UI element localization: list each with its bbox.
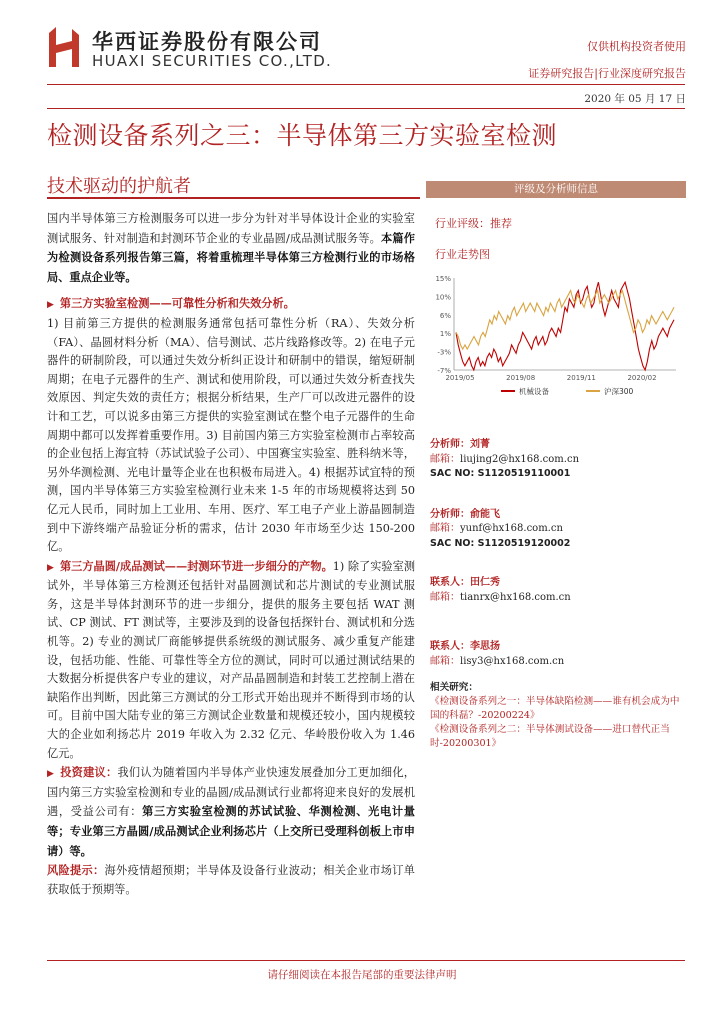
section-risk [47, 861, 415, 899]
section-heading: 投资建议： [60, 765, 118, 780]
related-title: 相关研究： [430, 682, 478, 693]
report-subtitle: 技术驱动的护航者 [47, 176, 191, 197]
footer-divider [47, 960, 685, 961]
huaxi-logo-icon [47, 27, 81, 69]
section-heading: 第三方实验室检测——可靠性分析和失效分析。 [59, 296, 295, 311]
section-investment [47, 763, 415, 861]
contact-name: 联系人：田仁秀 [430, 577, 500, 588]
header-divider [47, 84, 685, 85]
bullet-triangle-icon: ▶ [47, 769, 55, 780]
report-date: 2020 年 05 月 17 日 [584, 93, 686, 105]
date-divider [47, 108, 685, 109]
y-tick-label: 15% [435, 275, 451, 283]
analyst-name: 分析师：刘菁 [430, 439, 490, 450]
bullet-triangle-icon: ▶ [47, 300, 54, 311]
x-tick-label: 2019/08 [506, 374, 536, 382]
footer-disclaimer: 请仔细阅读在本报告尾部的重要法律声明 [267, 969, 457, 981]
analyst-name: 分析师：俞能飞 [430, 508, 500, 520]
industry-rating: 行业评级：推荐 [435, 217, 512, 230]
intro-text: 国内半导体第三方检测服务可以进一步分为针对半导体设计企业的实验室测试服务、针对制造和封测环节企业的专业晶圆/成品测试服务等。 [47, 212, 415, 245]
section-wafer-testing [47, 557, 415, 764]
section-heading: 第三方晶圆/成品测试——封测环节进一步细分的产物。 [59, 558, 333, 573]
investor-only-note: 仅供机构投资者使用 [587, 40, 686, 53]
section-text: 1) 除了实验室测试外，半导体第三方检测还包括针对晶圆测试和芯片测试的专业测试服务，这是半导体封测环节的进一步细分，提供的服务主要包括 WAT 测试、CP 测试、FT 测试等，主要涉及到的设备包括探针台、测试机和分选机等。2) 专业的测试厂商能够提供系统级的测试服务、减少重复产能建设，包括功能、性能、可靠性等全方位的测试，同时可以通过测试结果的大数据分析提供客户专业的建议，对产品晶圆制造和封装工艺控制上潜在缺陷作出判断，因此第三方测试的分工形式开始出现并不断得到市场的认可。目前中国大陆专业的第三方测试企业数量和规模还较小，国内规模较大的企业如利扬芯片 2019 年收入为 2.32 亿元、华岭股份收入为 1.46 亿元。 [47, 559, 416, 760]
series-line-hs300 [456, 291, 674, 350]
contact-block-1: 联系人：田仁秀 邮箱：tianrx@hx168.com.cn [430, 576, 686, 605]
contact-block-2: 联系人：李思扬 邮箱：lisy3@hx168.com.cn [430, 640, 686, 669]
company-name-cn: 华西证券股份有限公司 [92, 30, 322, 54]
report-title: 检测设备系列之三：半导体第三方实验室检测 [47, 121, 558, 150]
trend-chart-label: 行业走势图 [435, 248, 490, 261]
x-tick-label: 2019/05 [445, 374, 475, 382]
trend-chart [426, 270, 686, 410]
section-text: 1) 目前第三方提供的检测服务通常包括可靠性分析（RA）、失效分析（FA）、晶圆材料分析（MA）、信号测试、芯片线路修改等。2) 在电子元器件的研制阶段，可以通过失效分析纠正设计和研制中的错误，缩短研制周期；在电子元器件的生产、测试和使用阶段，可以通过失效分析查找失效原因、判定失效的责任方；根据分析结果，生产厂可以改进元器件的设计和工艺，可以说多由第三方提供的实验室测试在整个电子元器件的生命周期中都可以发挥着重要作用。3) 目前国内第三方实验室检测市占率较高的企业包括上海宜特（苏试试验子公司）、中国赛宝实验室、胜科纳米等，另外华测检测、光电计量等企业在也积极布局进入。4) 根据苏试宜特的预测，国内半导体第三方实验室检测行业未来 1-5 年的市场规模将达到 50 亿元人民币，同时加上工业用、车用、医疗、军工电子产业上游晶圆制造到中下游终端产品验证分析的需求，估计 2030 年市场至少达 150-200 亿。 [47, 316, 415, 554]
related-item[interactable]: 《检测设备系列之二：半导体测试设备——进口替代正当时-20200301》 [430, 724, 670, 749]
analyst-email[interactable]: liujing2@hx168.com.cn [460, 453, 580, 465]
analyst-sac: SAC NO: S1120519120002 [430, 537, 571, 549]
contact-email[interactable]: lisy3@hx168.com.cn [460, 655, 565, 667]
y-tick-label: -7% [437, 367, 451, 375]
intro-paragraph [47, 210, 415, 287]
analyst-sac: SAC NO: S1120519110001 [430, 468, 571, 479]
analyst-block-2: 分析师：俞能飞 邮箱：yunf@hx168.com.cn SAC NO: S1120519120002 [430, 508, 686, 552]
subtitle-underline [47, 197, 420, 199]
section-lab-testing [47, 294, 415, 556]
legend-label: 机械设备 [519, 387, 549, 396]
body-column [47, 210, 415, 899]
sidebar [426, 181, 686, 751]
sidebar-header: 评级及分析师信息 [426, 181, 686, 198]
intro-bold: 本篇作为检测设备系列报告第三篇，将着重梳理半导体第三方检测行业的市场格局、重点企业等。 [47, 230, 415, 284]
section-text: 我们认为随着国内半导体产业快速发展叠加分工更加细化，国内第三方实验室检测和专业的晶圆/成品测试行业都将迎来良好的发展机遇，受益公司有： [47, 766, 415, 819]
contact-name: 联系人：李思扬 [430, 641, 500, 652]
report-type: 证券研究报告|行业深度研究报告 [528, 67, 686, 80]
legend-label: 沪深300 [604, 387, 634, 396]
y-tick-label: 1% [439, 330, 451, 339]
company-name-en: HUAXI SECURITIES CO.,LTD. [92, 52, 333, 70]
risk-heading: 风险提示： [47, 863, 105, 878]
risk-text: 海外疫情超预期；半导体及设备行业波动；相关企业市场订单获取低于预期等。 [47, 864, 415, 896]
related-item[interactable]: 《检测设备系列之一：半导体缺陷检测——谁有机会成为中国的科磊？-20200224》 [430, 696, 680, 721]
y-tick-label: -3% [437, 348, 451, 357]
beneficiaries-bold: 第三方实验室检测的苏试试验、华测检测、光电计量等；专业第三方晶圆/成品测试企业利扬芯片（上交所已受理科创板上市申请）等。 [47, 804, 415, 858]
bullet-triangle-icon: ▶ [47, 562, 54, 573]
related-research [430, 681, 686, 751]
y-tick-label: 6% [439, 311, 451, 320]
y-tick-label: 10% [435, 293, 451, 302]
contact-email[interactable]: tianrx@hx168.com.cn [460, 591, 571, 603]
analyst-block-1: 分析师：刘菁 邮箱：liujing2@hx168.com.cn SAC NO: S1120519110001 [430, 438, 686, 482]
analyst-email[interactable]: yunf@hx168.com.cn [460, 523, 563, 534]
x-tick-label: 2019/11 [566, 374, 596, 382]
x-tick-label: 2020/02 [627, 374, 657, 382]
